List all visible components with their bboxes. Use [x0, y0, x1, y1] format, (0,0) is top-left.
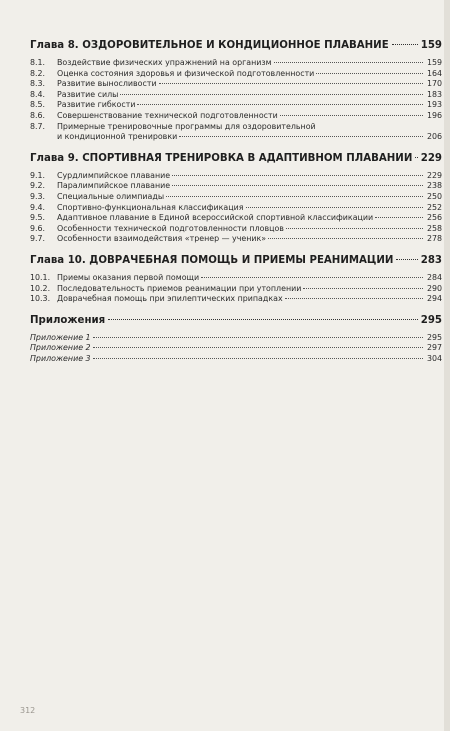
table-of-contents — [30, 38, 442, 364]
appendix-item — [30, 343, 442, 354]
section-title: Примерные тренировочные программы для оздоровительной — [57, 121, 316, 131]
toc-item — [30, 90, 442, 101]
dot-leader — [274, 62, 423, 63]
section-number: 9.5. — [30, 213, 46, 223]
section-page: 170 — [426, 79, 442, 89]
section-page: 294 — [426, 294, 442, 304]
section-number: 9.3. — [30, 191, 46, 201]
dot-leader — [268, 238, 423, 239]
section-number: 8.1. — [30, 58, 46, 67]
dot-leader — [201, 277, 423, 278]
appendix-item-title: Приложение 2 — [30, 343, 91, 353]
section-title: Развитие гибкости — [57, 100, 136, 110]
section-title: Оценка состояния здоровья и физической подготовленности — [57, 68, 315, 78]
toc-item — [30, 203, 442, 214]
section-title: Сурдлимпийское плавание — [57, 170, 171, 180]
chapter-page: 159 — [420, 40, 442, 51]
dot-leader — [392, 44, 418, 45]
section-page: 193 — [426, 100, 442, 110]
toc-item — [30, 69, 442, 80]
section-number: 9.7. — [30, 234, 46, 244]
dot-leader — [172, 175, 423, 176]
toc-item — [30, 224, 442, 235]
section-number: 10.3. — [30, 294, 51, 304]
dot-leader — [108, 319, 418, 320]
section-number: 10.1. — [30, 272, 51, 282]
section-page: 164 — [426, 68, 442, 78]
section-page: 229 — [426, 170, 442, 180]
section-title: Доврачебная помощь при эпилептических припадках — [57, 294, 283, 304]
section-title: Спортивно-функциональная классификация — [57, 202, 244, 212]
section-title: Особенности технической подготовленности пловцов — [57, 223, 284, 233]
appendix-item-title: Приложение 1 — [30, 332, 91, 342]
section-title: Совершенствование технической подготовленности — [57, 110, 278, 120]
chapter-page: 229 — [420, 152, 442, 164]
section-number: 8.3. — [30, 79, 46, 89]
section-page: 278 — [426, 234, 442, 244]
dot-leader — [120, 94, 423, 95]
section-title: Развитие выносливости — [57, 79, 157, 89]
chapter-title: Глава 9. СПОРТИВНАЯ ТРЕНИРОВКА В АДАПТИВНОМ ПЛАВАНИИ — [30, 152, 413, 164]
section-number: 9.2. — [30, 181, 46, 191]
dot-leader — [137, 104, 423, 105]
dot-leader — [375, 217, 423, 218]
dot-leader — [93, 347, 423, 348]
section-title: Адаптивное плавание в Единой всероссийской спортивной классификации — [57, 213, 374, 223]
toc-item — [30, 171, 442, 182]
toc-item — [30, 122, 442, 143]
toc-item — [30, 181, 442, 192]
section-number: 9.4. — [30, 202, 46, 212]
dot-leader — [415, 157, 417, 158]
dot-leader — [172, 185, 423, 186]
dot-leader — [316, 73, 423, 74]
toc-item — [30, 284, 442, 295]
section-number: 8.6. — [30, 110, 46, 120]
section-page: 284 — [426, 272, 442, 282]
appendix-item-page: 304 — [426, 353, 442, 363]
section-number: 9.1. — [30, 170, 46, 180]
dot-leader — [179, 136, 423, 137]
toc-item — [30, 79, 442, 90]
toc-item — [30, 100, 442, 111]
appendix-item — [30, 333, 442, 344]
dot-leader — [286, 228, 423, 229]
section-number: 8.7. — [30, 121, 46, 131]
appendix-item-title: Приложение 3 — [30, 353, 91, 363]
appendix-page: 295 — [420, 314, 442, 326]
appendix-title: Приложения — [30, 314, 106, 326]
page-edge-shadow — [444, 0, 450, 731]
dot-leader — [166, 196, 423, 197]
section-title: Паралимпийское плавание — [57, 181, 171, 191]
chapter-title: Глава 10. ДОВРАЧЕБНАЯ ПОМОЩЬ И ПРИЕМЫ РЕАНИМАЦИИ — [30, 254, 394, 266]
section-title: Особенности взаимодействия «тренер — ученик» — [57, 234, 267, 244]
toc-item — [30, 192, 442, 203]
appendix-item-page: 297 — [426, 343, 442, 353]
section-page: 183 — [426, 89, 442, 99]
section-title: Приемы оказания первой помощи — [57, 272, 200, 282]
chapter-title: Глава 8. ОЗДОРОВИТЕЛЬНОЕ И КОНДИЦИОННОЕ ПЛАВАНИЕ — [30, 40, 389, 51]
section-title: Развитие силы — [57, 89, 119, 99]
section-page: 250 — [426, 191, 442, 201]
dot-leader — [303, 288, 423, 289]
chapter-page: 283 — [420, 254, 442, 266]
dot-leader — [396, 259, 417, 260]
section-title: Последовательность приемов реанимации при утоплении — [57, 283, 302, 293]
toc-item — [30, 58, 442, 69]
section-page: 258 — [426, 223, 442, 233]
dot-leader — [285, 298, 423, 299]
section-page: 159 — [426, 58, 442, 67]
chapter-heading — [30, 38, 442, 53]
dot-leader — [93, 358, 423, 359]
section-title-continued: и кондиционной тренировки — [57, 132, 178, 142]
chapter-heading — [30, 151, 442, 166]
section-number: 10.2. — [30, 283, 51, 293]
toc-item — [30, 234, 442, 245]
page-number: 312 — [20, 706, 36, 715]
toc-item — [30, 111, 442, 122]
section-page: 290 — [426, 283, 442, 293]
dot-leader — [93, 337, 423, 338]
section-page: 238 — [426, 181, 442, 191]
section-number: 8.5. — [30, 100, 46, 110]
section-title: Специальные олимпиады — [57, 191, 165, 201]
dot-leader — [280, 115, 423, 116]
toc-item — [30, 273, 442, 284]
section-page: 196 — [426, 110, 442, 120]
section-page: 256 — [426, 213, 442, 223]
toc-item — [30, 294, 442, 305]
section-title: Воздействие физических упражнений на организм — [57, 58, 272, 67]
section-number: 8.2. — [30, 68, 46, 78]
chapter-heading — [30, 253, 442, 268]
appendix-item-page: 295 — [426, 332, 442, 342]
section-number: 9.6. — [30, 223, 46, 233]
section-page: 206 — [426, 132, 442, 142]
section-number: 8.4. — [30, 89, 46, 99]
toc-item — [30, 213, 442, 224]
section-page: 252 — [426, 202, 442, 212]
appendix-heading — [30, 313, 442, 328]
dot-leader — [246, 207, 424, 208]
dot-leader — [159, 83, 423, 84]
appendix-item — [30, 354, 442, 365]
